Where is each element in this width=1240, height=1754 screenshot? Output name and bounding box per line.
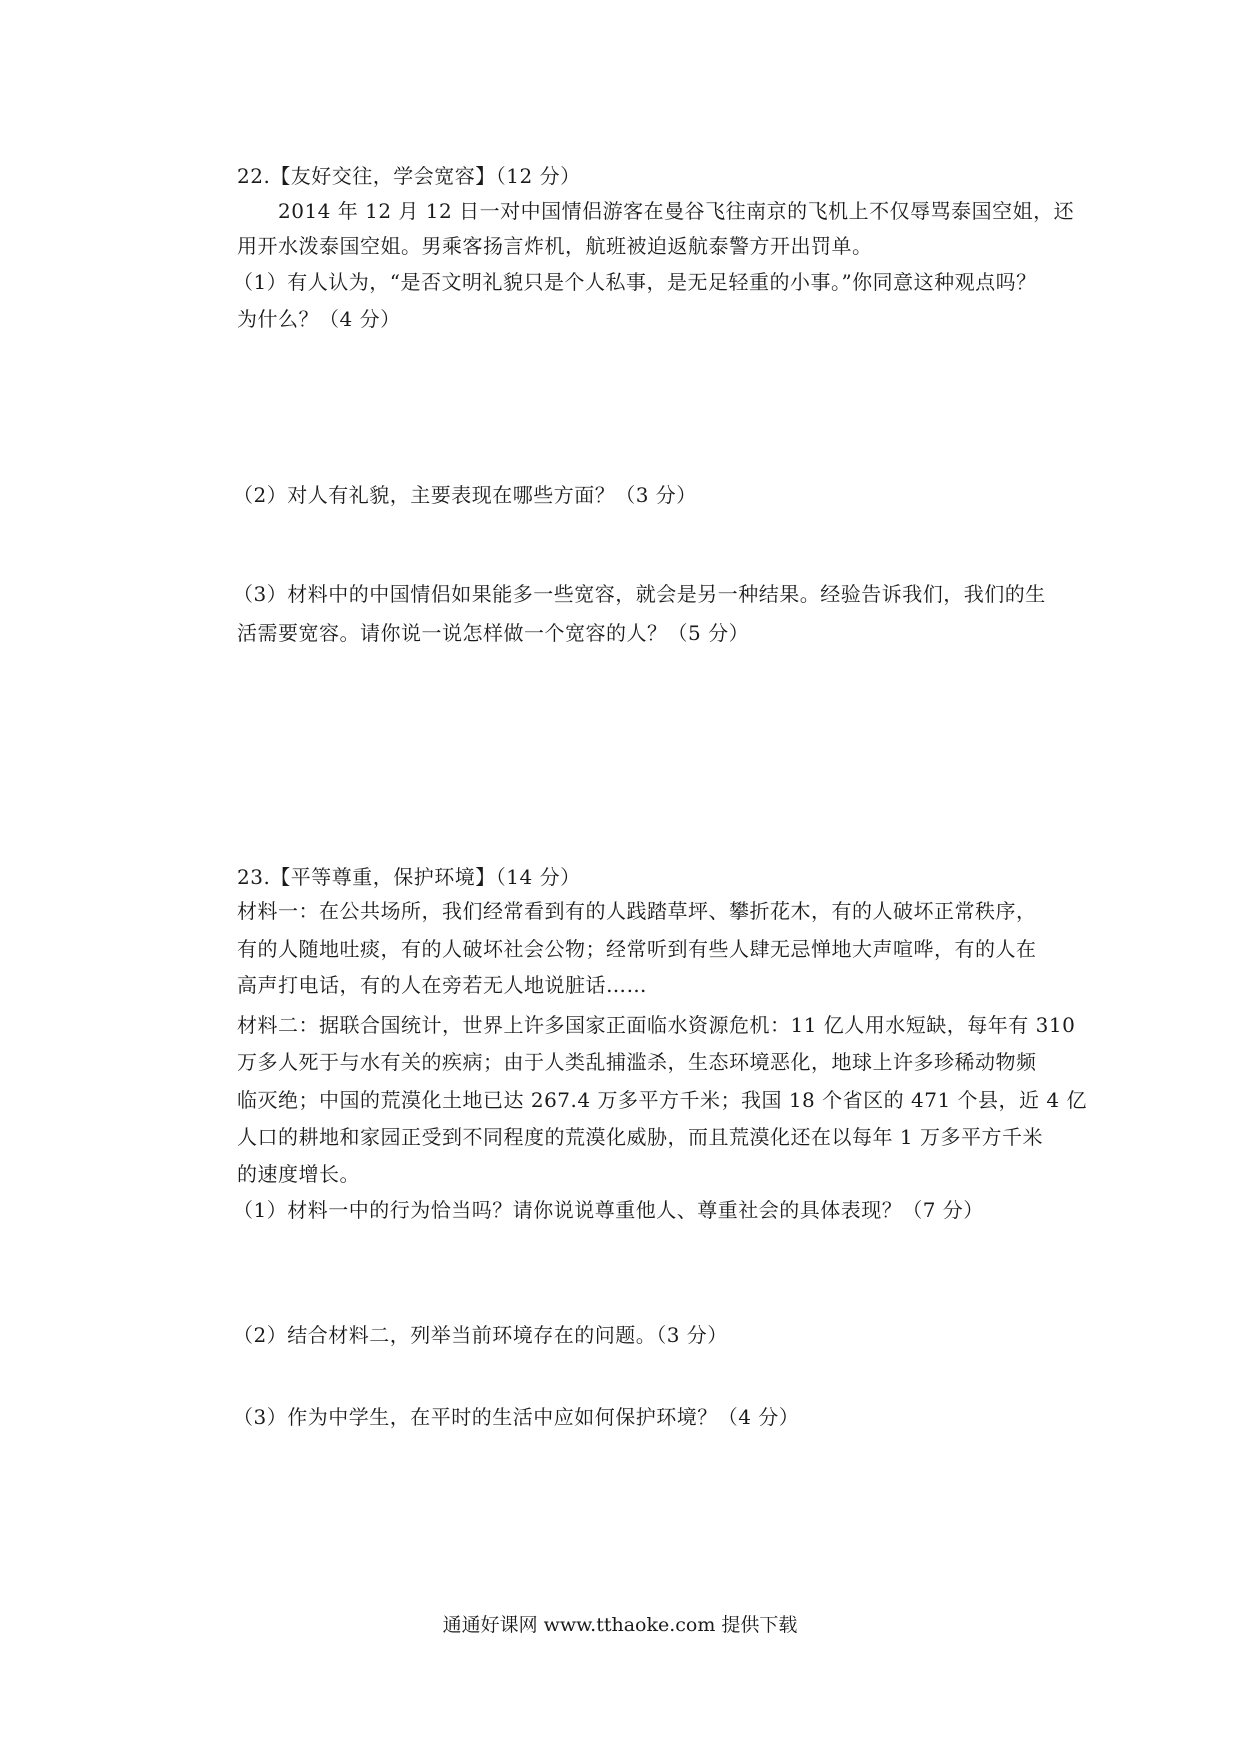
- q22-sub2: （2）对人有礼貌，主要表现在哪些方面？（3 分）: [233, 483, 697, 507]
- q22-sub1-line-2: 为什么？（4 分）: [237, 307, 401, 331]
- q23-material1-line-1: 材料一：在公共场所，我们经常看到有的人践踏草坪、攀折花木，有的人破坏正常秩序，: [237, 899, 1037, 923]
- q23-material2-line-2: 万多人死于与水有关的疾病；由于人类乱捕滥杀，生态环境恶化，地球上许多珍稀动物频: [237, 1050, 1037, 1074]
- q23-material2-line-4: 人口的耕地和家园正受到不同程度的荒漠化威胁，而且荒漠化还在以每年 1 万多平方千米: [237, 1125, 1043, 1149]
- q22-sub3-line-2: 活需要宽容。请你说一说怎样做一个宽容的人？（5 分）: [237, 621, 750, 645]
- q22-title: 22.【友好交往，学会宽容】（12 分）: [237, 164, 581, 188]
- page-footer: 通通好课网 www.tthaoke.com 提供下载: [442, 1614, 798, 1636]
- q23-material1-line-2: 有的人随地吐痰，有的人破坏社会公物；经常听到有些人肆无忌惮地大声喧哗，有的人在: [237, 937, 1037, 961]
- q23-material2-line-5: 的速度增长。: [237, 1162, 360, 1186]
- q23-material1-line-3: 高声打电话，有的人在旁若无人地说脏话……: [237, 973, 647, 997]
- q23-material2-line-1: 材料二：据联合国统计，世界上许多国家正面临水资源危机：11 亿人用水短缺，每年有 310: [237, 1013, 1076, 1037]
- q23-sub1: （1）材料一中的行为恰当吗？请你说说尊重他人、尊重社会的具体表现？（7 分）: [233, 1198, 984, 1222]
- q23-material2-line-3: 临灭绝；中国的荒漠化土地已达 267.4 万多平方千米；我国 18 个省区的 471 个县，近 4 亿: [237, 1088, 1087, 1112]
- q23-title: 23.【平等尊重，保护环境】（14 分）: [237, 865, 581, 889]
- q22-material-line-1: 2014 年 12 月 12 日一对中国情侣游客在曼谷飞往南京的飞机上不仅辱骂泰国空姐，还: [278, 199, 1075, 223]
- q22-sub1-line-1: （1）有人认为，“是否文明礼貌只是个人私事，是无足轻重的小事。”你同意这种观点吗？: [233, 270, 1037, 294]
- q22-material-line-2: 用开水泼泰国空姐。男乘客扬言炸机，航班被迫返航泰警方开出罚单。: [237, 234, 873, 258]
- q22-sub3-line-1: （3）材料中的中国情侣如果能多一些宽容，就会是另一种结果。经验告诉我们，我们的生: [233, 582, 1046, 606]
- q23-sub3: （3）作为中学生，在平时的生活中应如何保护环境？（4 分）: [233, 1405, 800, 1429]
- q23-sub2: （2）结合材料二，列举当前环境存在的问题。（3 分）: [233, 1323, 728, 1347]
